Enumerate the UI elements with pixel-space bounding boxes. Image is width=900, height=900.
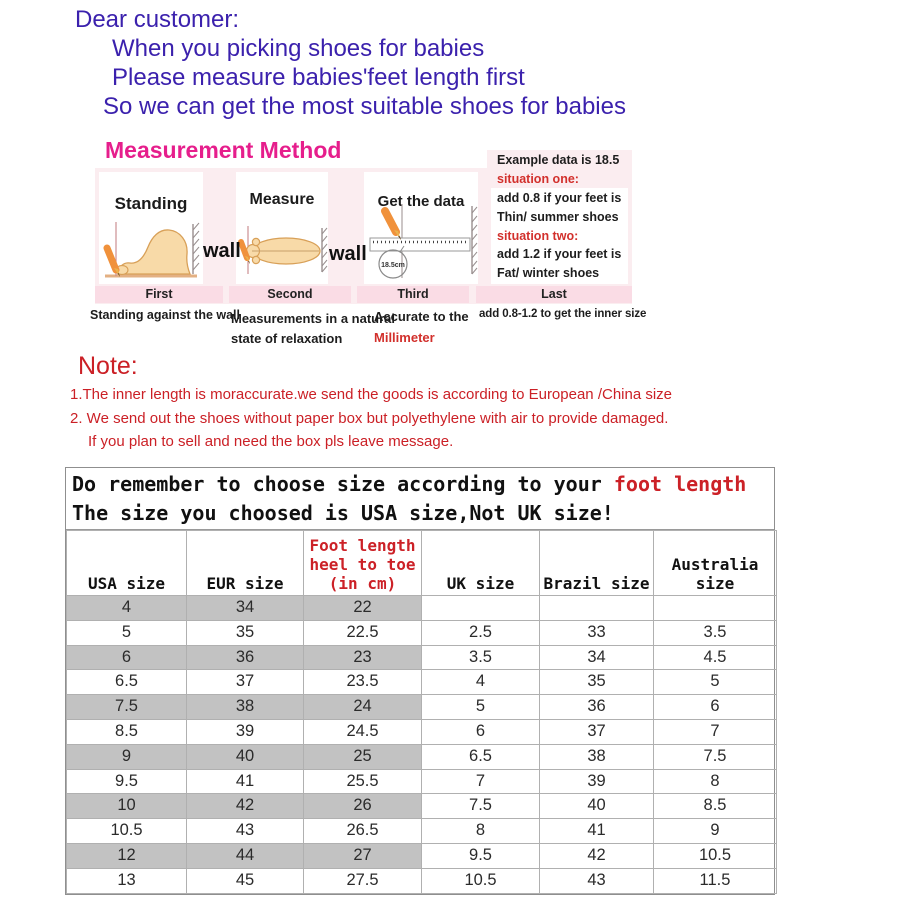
size-cell: 3.5 [422, 645, 540, 670]
column-header: UK size [422, 531, 540, 596]
table-row [67, 620, 777, 645]
note-line-3: If you plan to sell and need the box pls leave message. [88, 433, 454, 450]
foot-top-icon [236, 222, 328, 278]
size-cell [422, 596, 540, 621]
step-strip-second: Second [229, 286, 351, 303]
size-cell [540, 596, 654, 621]
size-cell: 37 [187, 670, 304, 695]
note-line-1: 1.The inner length is moraccurate.we send the goods is according to European /China size [70, 386, 673, 403]
foot-side-icon [101, 216, 201, 282]
size-cell: 40 [540, 794, 654, 819]
note-line-2: 2. We send out the shoes without paper box but polyethylene with air to provide damaged. [70, 410, 669, 427]
size-cell: 6 [67, 645, 187, 670]
size-cell: 42 [187, 794, 304, 819]
size-cell: 22 [304, 596, 422, 621]
situation-two-label: situation two: [497, 229, 579, 243]
size-cell: 36 [540, 695, 654, 720]
size-cell: 38 [540, 744, 654, 769]
wall-label-1: wall [203, 240, 241, 262]
size-cell: 9 [67, 744, 187, 769]
size-cell: 43 [187, 819, 304, 844]
size-cell: 41 [540, 819, 654, 844]
table-row [67, 868, 777, 893]
size-table-section [65, 467, 775, 895]
column-header: Foot length heel to toe (in cm) [304, 531, 422, 596]
size-cell: 4.5 [654, 645, 777, 670]
size-cell: 39 [187, 719, 304, 744]
table-row [67, 596, 777, 621]
header-row [67, 531, 777, 596]
caption-measure-2: state of relaxation [231, 331, 343, 346]
size-cell: 25.5 [304, 769, 422, 794]
size-cell: 12 [67, 843, 187, 868]
size-cell: 5 [654, 670, 777, 695]
size-cell: 43 [540, 868, 654, 893]
intro-line-3: Please measure babies'feet length first [112, 64, 525, 91]
size-cell: 3.5 [654, 620, 777, 645]
size-cell: 11.5 [654, 868, 777, 893]
size-cell: 6.5 [422, 744, 540, 769]
size-cell: 8.5 [654, 794, 777, 819]
intro-line-2: When you picking shoes for babies [112, 35, 485, 62]
column-header: USA size [67, 531, 187, 596]
step-strip-last: Last [476, 286, 632, 303]
column-header: Australia size [654, 531, 777, 596]
table-row [67, 695, 777, 720]
size-cell: 39 [540, 769, 654, 794]
size-cell: 38 [187, 695, 304, 720]
size-cell: 26.5 [304, 819, 422, 844]
caption-accurate-1: Accurate to the [374, 309, 469, 324]
size-cell: 7 [654, 719, 777, 744]
size-cell: 22.5 [304, 620, 422, 645]
size-cell: 10.5 [654, 843, 777, 868]
size-cell: 7.5 [654, 744, 777, 769]
size-cell: 23.5 [304, 670, 422, 695]
size-cell: 13 [67, 868, 187, 893]
size-cell: 10.5 [67, 819, 187, 844]
ruler-icon [366, 200, 478, 284]
size-cell: 26 [304, 794, 422, 819]
size-cell: 36 [187, 645, 304, 670]
column-header: Brazil size [540, 531, 654, 596]
ruler-value: 18.5cm [381, 262, 405, 269]
size-cell: 35 [540, 670, 654, 695]
situation-one-text-1: add 0.8 if your feet is [497, 191, 622, 205]
size-cell: 42 [540, 843, 654, 868]
wall-label-2: wall [329, 243, 367, 265]
size-cell: 4 [67, 596, 187, 621]
caption-accurate-2: Millimeter [374, 330, 435, 345]
size-cell: 24 [304, 695, 422, 720]
size-cell: 8.5 [67, 719, 187, 744]
size-cell: 33 [540, 620, 654, 645]
size-cell: 35 [187, 620, 304, 645]
size-cell: 34 [540, 645, 654, 670]
example-data-line: Example data is 18.5 [497, 153, 620, 167]
caption-standing: Standing against the wall [89, 308, 241, 322]
size-cell: 9.5 [422, 843, 540, 868]
situation-two-text-2: Fat/ winter shoes [497, 266, 600, 280]
size-cell: 8 [422, 819, 540, 844]
caption-last: add 0.8-1.2 to get the inner size [479, 308, 647, 320]
size-cell: 44 [187, 843, 304, 868]
size-cell: 6.5 [67, 670, 187, 695]
size-cell: 10 [67, 794, 187, 819]
size-cell [654, 596, 777, 621]
size-cell: 6 [654, 695, 777, 720]
column-header: EUR size [187, 531, 304, 596]
size-cell: 40 [187, 744, 304, 769]
size-cell: 7 [422, 769, 540, 794]
table-row [67, 744, 777, 769]
get-data-heading: Get the data [377, 193, 465, 210]
table-row [67, 670, 777, 695]
caption-measure-1: Measurements in a natural [231, 311, 395, 326]
size-cell: 34 [187, 596, 304, 621]
size-cell: 27.5 [304, 868, 422, 893]
size-cell: 7.5 [422, 794, 540, 819]
size-table-subtitle: The size you choosed is USA size,Not UK size! [72, 501, 614, 525]
situation-one-text-2: Thin/ summer shoes [497, 210, 619, 224]
note-title: Note: [78, 352, 138, 380]
size-table-title-red: foot length [613, 472, 747, 496]
size-cell: 25 [304, 744, 422, 769]
table-row [67, 645, 777, 670]
intro-line-1: Dear customer: [75, 6, 240, 33]
size-cell: 45 [187, 868, 304, 893]
table-row [67, 794, 777, 819]
table-row [67, 843, 777, 868]
table-row [67, 769, 777, 794]
step-strip-third: Third [357, 286, 469, 303]
size-cell: 9 [654, 819, 777, 844]
size-table [66, 530, 777, 894]
size-cell: 6 [422, 719, 540, 744]
size-cell: 24.5 [304, 719, 422, 744]
size-cell: 8 [654, 769, 777, 794]
size-table-title-black: Do remember to choose size according to your [72, 472, 614, 496]
measurement-method-title: Measurement Method [105, 137, 342, 163]
size-cell: 10.5 [422, 868, 540, 893]
size-cell: 7.5 [67, 695, 187, 720]
table-row [67, 719, 777, 744]
size-cell: 4 [422, 670, 540, 695]
size-cell: 5 [422, 695, 540, 720]
measure-heading: Measure [249, 191, 315, 208]
size-cell: 2.5 [422, 620, 540, 645]
size-cell: 37 [540, 719, 654, 744]
pencil-icon [385, 211, 401, 240]
size-table-title [66, 468, 774, 530]
situation-one-label: situation one: [497, 172, 579, 186]
pencil-icon [107, 248, 120, 277]
standing-heading: Standing [114, 194, 188, 213]
intro-line-4: So we can get the most suitable shoes for babies [103, 93, 626, 120]
size-cell: 9.5 [67, 769, 187, 794]
size-cell: 23 [304, 645, 422, 670]
step-strip-first: First [95, 286, 223, 303]
size-cell: 41 [187, 769, 304, 794]
situation-two-text-1: add 1.2 if your feet is [497, 247, 622, 261]
size-cell: 27 [304, 843, 422, 868]
size-cell: 5 [67, 620, 187, 645]
table-row [67, 819, 777, 844]
